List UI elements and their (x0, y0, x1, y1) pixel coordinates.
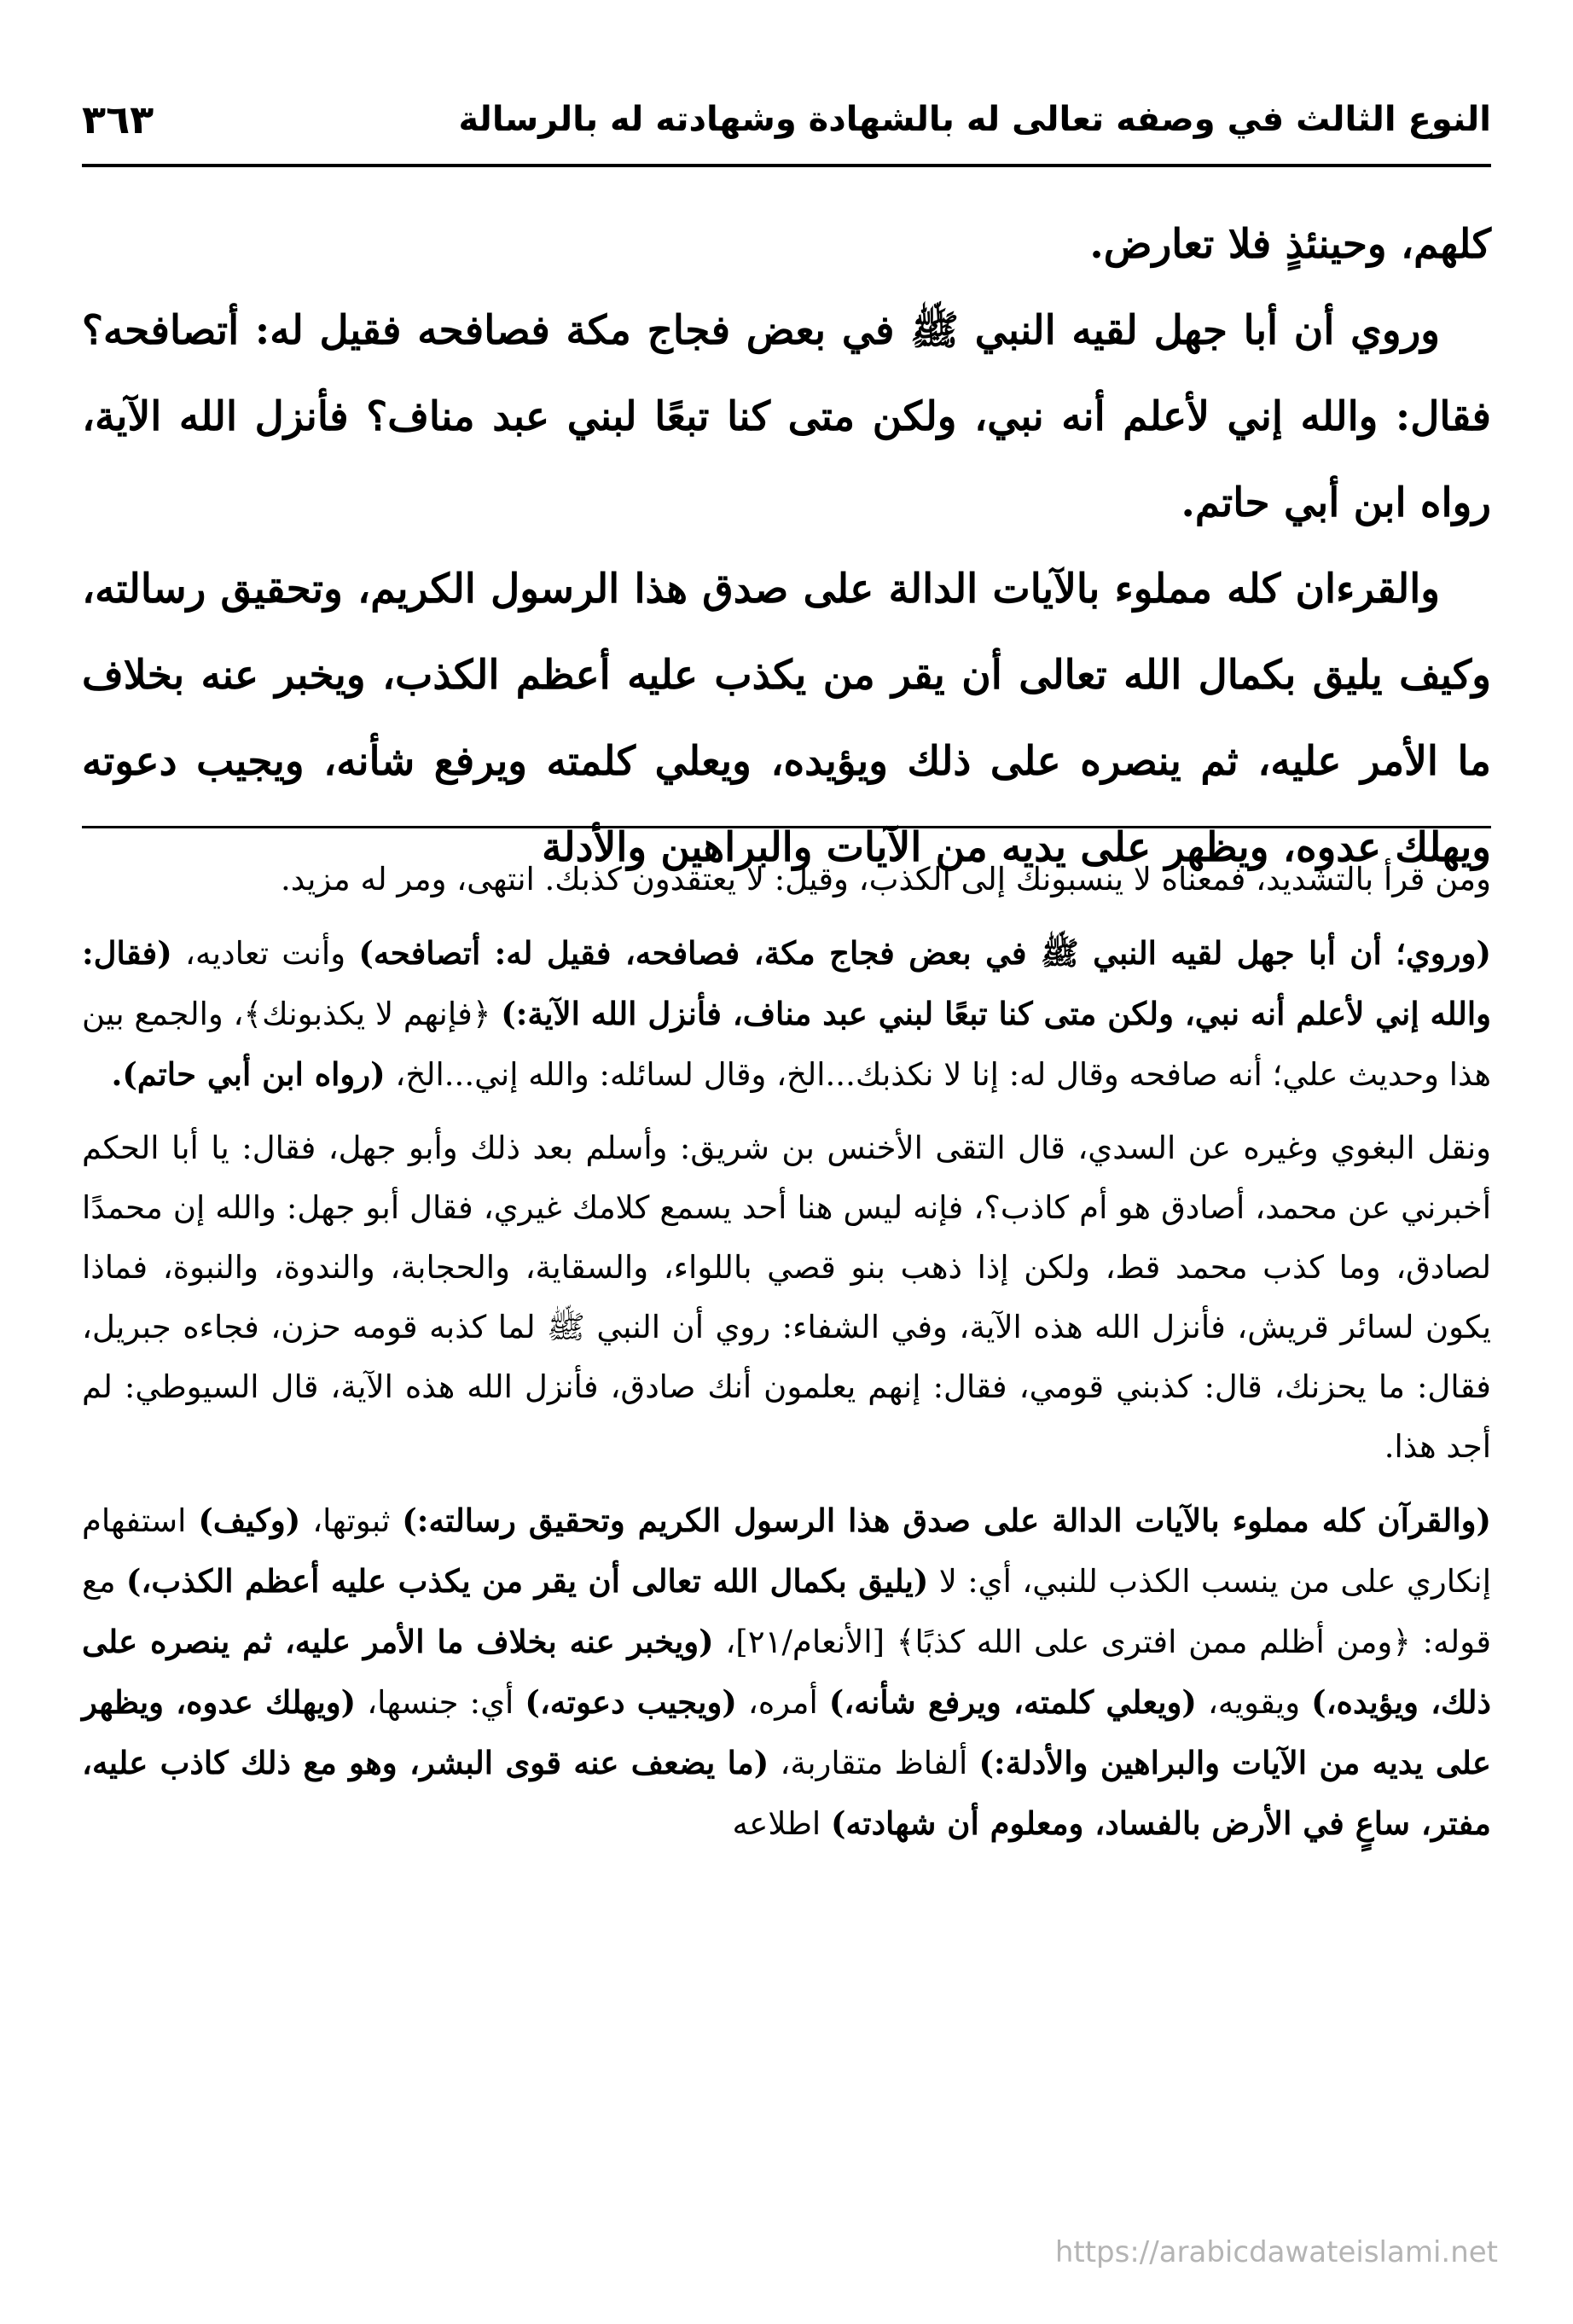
quoted-text: (ويعلي كلمته، ويرفع شأنه،) (828, 1683, 1197, 1721)
explanation-text: أمره، (736, 1684, 829, 1721)
commentary-paragraph: ومن قرأ بالتشديد، فمعناه لا ينسبونك إلى الكذب، وقيل: لا يعتقدون كذبك. انتهى، ومر له مزيد. (281, 861, 1491, 898)
commentary-paragraph: ونقل البغوي وغيره عن السدي، قال التقى الأخنس بن شريق: وأسلم بعد ذلك وأبو جهل، فقال: يا أبا الحكم أخبرني عن محمد، أصادق هو أم كاذب؟، فإنه ليس هنا أحد يسمع كلامك غيري، فقال أبو جهل: والله إن محمدًا لصادق، وما كذب محمد قط، ولكن إذا ذهب بنو قصي باللواء، والسقاية، والحجابة، والندوة، والنبوة، فماذا يكون لسائر قريش، فأنزل الله هذه الآية، وفي الشفاء: روي أن النبي ﷺ لما كذبه قومه حزن، فجاءه جبريل، فقال: ما يحزنك، قال: كذبني قومي، فقال: إنهم يعلمون أنك صادق، فأنزل الله هذه الآية، قال السيوطي: لم أجد هذا. (82, 1130, 1491, 1465)
page-header (82, 85, 1491, 154)
source-watermark: https://arabicdawateislami.net (1054, 2235, 1498, 2269)
quoted-text: (فقال: والله إني لأعلم أنه نبي، ولكن متى كنا تبعًا لبني عبد مناف، فأنزل الله الآية:) (82, 934, 1491, 1032)
running-title: النوع الثالث في وصفه تعالى له بالشهادة وشهادته له بالرسالة (458, 100, 1491, 139)
explanation-text: ألفاظ متقاربة، (769, 1745, 979, 1781)
explanation-text: مع قوله: ﴿ومن أظلم ممن افترى على الله كذبًا﴾ [الأنعام/٢١]، (82, 1563, 1492, 1660)
quoted-text: (والقرآن كله مملوء بالآيات الدالة على صدق هذا الرسول الكريم وتحقيق رسالته:) (402, 1502, 1491, 1539)
explanation-text: استفهام إنكاري على من ينسب الكذب للنبي، أي: لا (82, 1502, 1491, 1600)
explanation-text: اطلاعه (732, 1805, 831, 1842)
main-paragraph: والقرءان كله مملوء بالآيات الدالة على صدق هذا الرسول الكريم، وتحقيق رسالته، وكيف يليق بكمال الله تعالى أن يقر من يكذب عليه أعظم الكذب، ويخبر عنه بخلاف ما الأمر عليه، ثم ينصره على ذلك ويؤيده، ويعلي كلمته ويرفع شأنه، ويجيب دعوته ويهلك عدوه، ويظهر على يديه من الآيات والبراهين والأدلة (82, 566, 1491, 871)
quoted-text: (وكيف) (198, 1502, 301, 1539)
quoted-text: (وروي؛ أن أبا جهل لقيه النبي ﷺ في بعض فجاج مكة، فصافحه، فقيل له: أتصافحه) (358, 934, 1491, 972)
quoted-text: (ويخبر عنه بخلاف ما الأمر عليه، ثم ينصره على ذلك، ويؤيده،) (82, 1623, 1491, 1721)
main-paragraph: وروي أن أبا جهل لقيه النبي ﷺ في بعض فجاج مكة فصافحه فقيل له: أتصافحه؟ فقال: والله إني لأعلم أنه نبي، ولكن متى كنا تبعًا لبني عبد مناف؟ فأنزل الله الآية، رواه ابن أبي حاتم. (82, 307, 1491, 526)
quoted-text: (ويهلك عدوه، ويظهر على يديه من الآيات والبراهين والأدلة:) (82, 1683, 1491, 1781)
main-paragraph: كلهم، وحينئذٍ فلا تعارض. (1089, 221, 1491, 268)
explanation-text: وأنت تعاديه، (171, 935, 359, 972)
commentary (82, 850, 1491, 1868)
explanation-text: ويقويه، (1196, 1684, 1312, 1721)
explanation-text: ﴿فإنهم لا يكذبونك﴾، والجمع بين هذا وحديث علي؛ أنه صافحه وقال له: إنا لا نكذبك...الخ، وقال لسائله: والله إني...الخ، (82, 996, 1491, 1093)
explanation-text: أي: جنسها، (356, 1684, 525, 1721)
commentary-divider (82, 826, 1491, 828)
quoted-text: (رواه ابن أبي حاتم). (111, 1055, 386, 1093)
quoted-text: (ما يضعف عنه قوى البشر، وهو مع ذلك كاذب عليه، مفتر، ساعٍ في الأرض بالفساد، ومعلوم أن شهادته) (82, 1744, 1491, 1842)
commentary-paragraph (82, 923, 1491, 1105)
explanation-text: ثبوتها، (300, 1502, 403, 1539)
page-number: ٣٦٣ (82, 96, 154, 142)
main-text (82, 201, 1491, 891)
quoted-text: (ويجيب دعوته،) (525, 1683, 737, 1721)
quoted-text: (يليق بكمال الله تعالى أن يقر من يكذب عليه أعظم الكذب،) (125, 1562, 929, 1600)
header-divider (82, 164, 1491, 167)
commentary-paragraph (82, 1490, 1491, 1854)
